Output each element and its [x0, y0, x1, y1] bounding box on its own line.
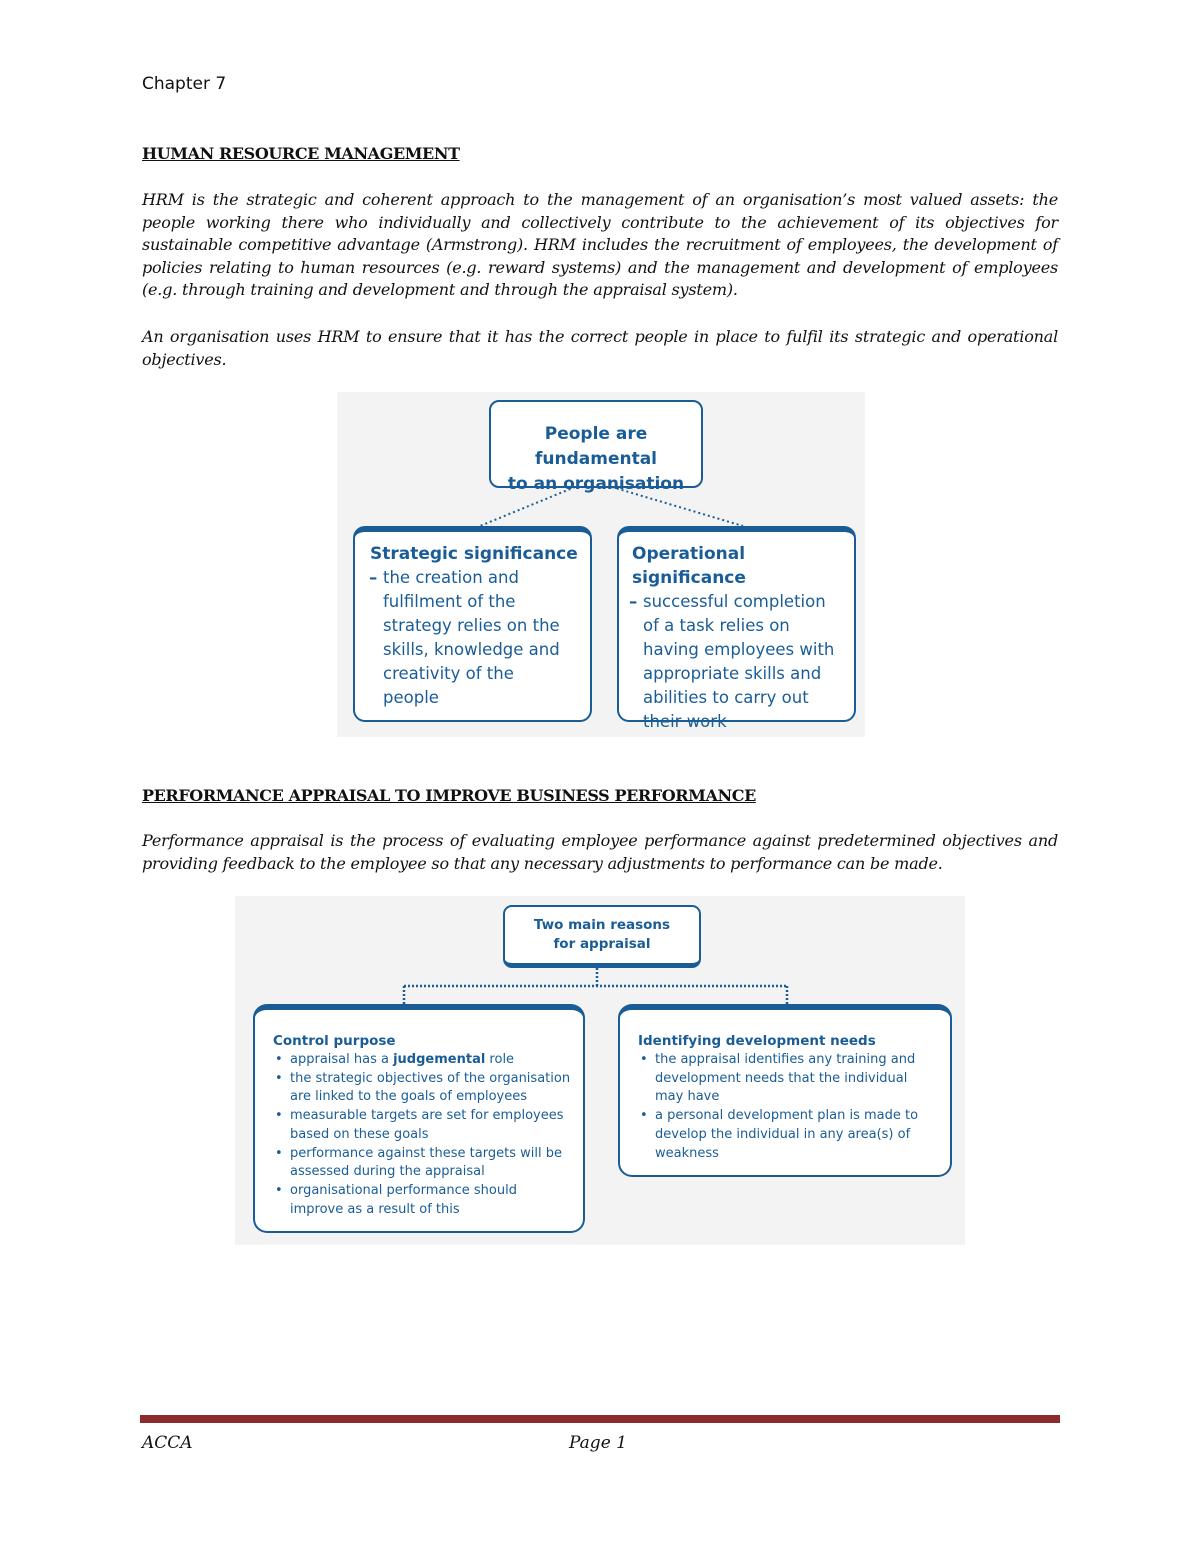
hrm-heading: HUMAN RESOURCE MANAGEMENT: [142, 144, 460, 163]
list-item: • the appraisal identifies any training and development needs that the individual may have: [638, 1051, 950, 1107]
hrm-paragraph-1: HRM is the strategic and coherent approach to the management of an organisation’s most valued assets: the people working there who individually and collectively contribute to the achievement of its objectives for sustainable competitive advantage (Armstrong). HRM includes the recruitment of employees, the development of policies relating to human resources (e.g. reward systems) and the management and development of employees (e.g. through training and development and through the appraisal system).: [142, 190, 1058, 300]
list-item: • a personal development plan is made to develop the individual in any area(s) of weakness: [638, 1107, 950, 1163]
people-fundamental-line-2: to an organisation: [507, 474, 685, 494]
list-item: • appraisal has a judgemental role: [273, 1051, 583, 1070]
operational-significance-text: successful completion of a task relies on having employees with appropriate skills and abilities to carry out their work: [643, 592, 835, 731]
footer-divider: [140, 1415, 1060, 1423]
list-item: • measurable targets are set for employees based on these goals: [273, 1107, 583, 1144]
strategic-dash: –: [369, 568, 378, 587]
two-reasons-line-2: for appraisal: [553, 936, 651, 952]
two-reasons-box: [503, 905, 701, 968]
appraisal-paragraph: Performance appraisal is the process of evaluating employee performance against predetermined objectives and providing feedback to the employee so that any necessary adjustments to performance can be made.: [142, 831, 1058, 873]
people-fundamental-diagram: [337, 392, 865, 737]
people-fundamental-box: [489, 400, 703, 494]
hrm-paragraph-2: An organisation uses HRM to ensure that it has the correct people in place to fulfil its strategic and operational objectives.: [142, 327, 1058, 369]
page-number: Page 1: [569, 1433, 627, 1453]
control-purpose-title: Control purpose: [273, 1033, 396, 1049]
control-purpose-box: [253, 1004, 585, 1233]
operational-dash: –: [629, 592, 638, 611]
strategic-significance-text: the creation and fulfilment of the strategy relies on the skills, knowledge and creativity of the people: [383, 568, 560, 707]
people-fundamental-line-1: People are fundamental: [534, 424, 657, 469]
strategic-significance-title: Strategic significance: [370, 544, 578, 564]
development-needs-box: [618, 1004, 952, 1177]
development-needs-title: Identifying development needs: [638, 1033, 876, 1049]
footer-label: ACCA: [142, 1433, 193, 1453]
strategic-significance-box: [353, 526, 592, 722]
two-reasons-line-1: Two main reasons: [533, 917, 671, 933]
chapter-label: Chapter 7: [142, 74, 227, 94]
development-needs-list: [620, 1051, 950, 1163]
operational-significance-title: Operational significance: [632, 544, 746, 588]
appraisal-heading: PERFORMANCE APPRAISAL TO IMPROVE BUSINESS PERFORMANCE: [142, 786, 756, 805]
appraisal-reasons-diagram: [235, 896, 965, 1245]
list-item: • the strategic objectives of the organisation are linked to the goals of employees: [273, 1070, 583, 1107]
operational-significance-box: [617, 526, 856, 731]
control-purpose-list: [255, 1051, 583, 1219]
list-item: • organisational performance should improve as a result of this: [273, 1182, 583, 1219]
list-item: • performance against these targets will be assessed during the appraisal: [273, 1145, 583, 1182]
